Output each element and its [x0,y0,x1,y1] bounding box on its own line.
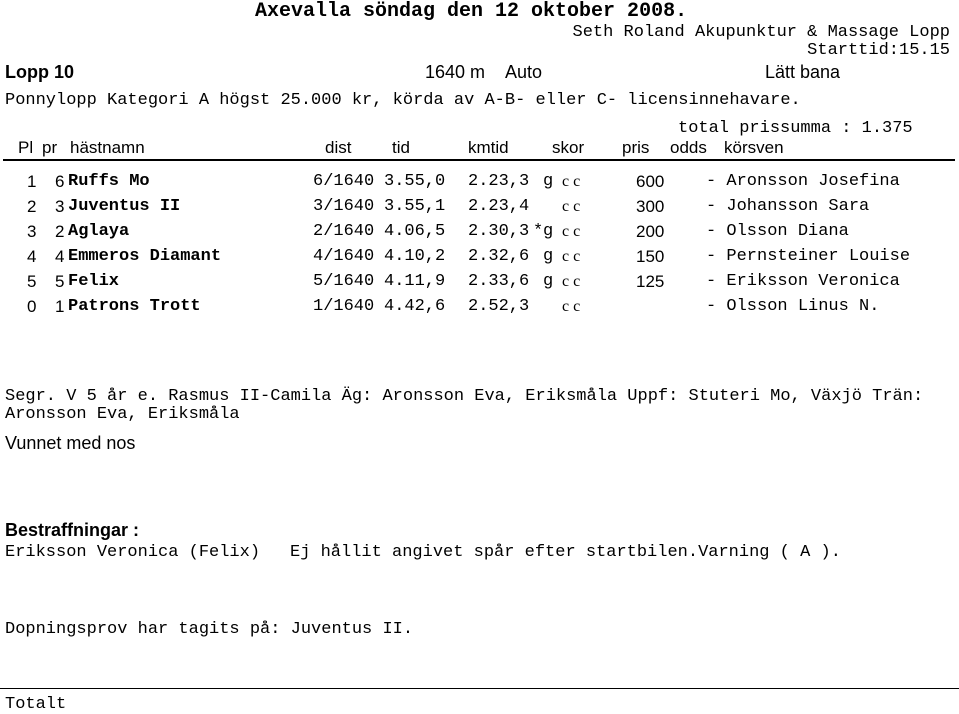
horse-name: Ruffs Mo [68,172,150,191]
shoes-icon: c c [562,248,581,265]
page-title: Axevalla söndag den 12 oktober 2008. [255,0,688,23]
shoes-icon: c c [562,173,581,190]
km-time: 2.33,6 [468,272,530,291]
race-distance: 1640 m [425,62,486,82]
shoes-icon: c c [562,298,581,315]
distance: 6/1640 [313,172,375,191]
race-name: Lopp 10 [5,62,75,82]
start-time: Starttid:15.15 [807,41,950,60]
placing: 4 [27,247,37,266]
total-prize: total prissumma : 1.375 [678,119,913,138]
driver: - Aronsson Josefina [706,172,900,191]
race-sponsor: Seth Roland Akupunktur & Massage Lopp [572,23,950,42]
winner-pedigree: Segr. V 5 år e. Rasmus II-Camila Äg: Aronsson Eva, Eriksmåla Uppf: Stuteri Mo, Växjö Trän: Aronsson Eva, Eriksmåla [5,387,924,424]
driver: - Pernsteiner Louise [706,247,911,266]
horse-name: Aglaya [68,222,130,241]
shoes-icon: c c [562,273,581,290]
driver: - Olsson Diana [706,222,849,241]
post-position: 3 [55,197,65,216]
prize: 200 [636,222,665,241]
result-row [0,297,959,317]
section-divider [0,688,959,689]
post-position: 5 [55,272,65,291]
driver: - Johansson Sara [706,197,870,216]
placing: 5 [27,272,37,291]
driver: - Eriksson Veronica [706,272,900,291]
race-time: 4.42,6 [384,297,446,316]
col-header-prize: pris [622,138,650,157]
distance: 3/1640 [313,197,375,216]
shoes-icon: c c [562,198,581,215]
race-time: 4.10,2 [384,247,446,266]
km-mark: * [533,222,544,241]
shoes-icon: c c [562,223,581,240]
horse-name: Emmeros Diamant [68,247,222,266]
race-time: 3.55,1 [384,197,446,216]
prize: 300 [636,197,665,216]
km-time: 2.52,3 [468,297,530,316]
penalty-description: Ej hållit angivet spår efter startbilen.Varning ( A ). [290,543,841,562]
prize: 600 [636,172,665,191]
placing: 2 [27,197,37,216]
col-header-horse: hästnamn [70,138,145,157]
post-position: 1 [55,297,65,316]
placing: 1 [27,172,37,191]
result-row [0,222,959,242]
distance: 1/1640 [313,297,375,316]
prize: 150 [636,247,665,266]
driver: - Olsson Linus N. [706,297,880,316]
col-header-shoes: skor [552,138,585,157]
km-time: 2.30,3 [468,222,530,241]
header-divider [3,159,955,161]
race-time: 4.06,5 [384,222,446,241]
col-header-odds: odds [670,138,707,157]
track-condition: Lätt bana [765,62,841,82]
col-header-pr: pr [42,138,58,157]
post-position: 4 [55,247,65,266]
col-header-pl: Pl [18,138,34,157]
horse-name: Felix [68,272,120,291]
col-header-time: tid [392,138,410,157]
post-position: 6 [55,172,65,191]
shoe-type: g [543,272,554,291]
horse-name: Juventus II [68,197,181,216]
col-header-dist: dist [325,138,352,157]
distance: 4/1640 [313,247,375,266]
post-position: 2 [55,222,65,241]
km-time: 2.23,3 [468,172,530,191]
race-time: 4.11,9 [384,272,446,291]
race-time: 3.55,0 [384,172,446,191]
km-time: 2.32,6 [468,247,530,266]
total-label: Totalt [5,695,67,714]
result-row [0,272,959,292]
shoe-type: g [543,172,554,191]
col-header-driver: körsven [724,138,784,157]
distance: 5/1640 [313,272,375,291]
placing: 3 [27,222,37,241]
horse-name: Patrons Trott [68,297,201,316]
race-description: Ponnylopp Kategori A högst 25.000 kr, körda av A-B- eller C- licensinnehavare. [5,91,801,110]
result-row [0,197,959,217]
prize: 125 [636,272,665,291]
placing: 0 [27,297,37,316]
doping-test-note: Dopningsprov har tagits på: Juventus II. [5,620,414,639]
result-row [0,172,959,192]
winning-margin: Vunnet med nos [5,433,136,453]
shoe-type: g [543,222,554,241]
result-row [0,247,959,267]
col-header-kmtime: kmtid [468,138,509,157]
start-type: Auto [505,62,543,82]
penalty-who: Eriksson Veronica (Felix) [5,543,261,562]
distance: 2/1640 [313,222,375,241]
results-header [0,138,959,158]
km-time: 2.23,4 [468,197,530,216]
shoe-type: g [543,247,554,266]
penalties-heading: Bestraffningar : [5,520,140,540]
